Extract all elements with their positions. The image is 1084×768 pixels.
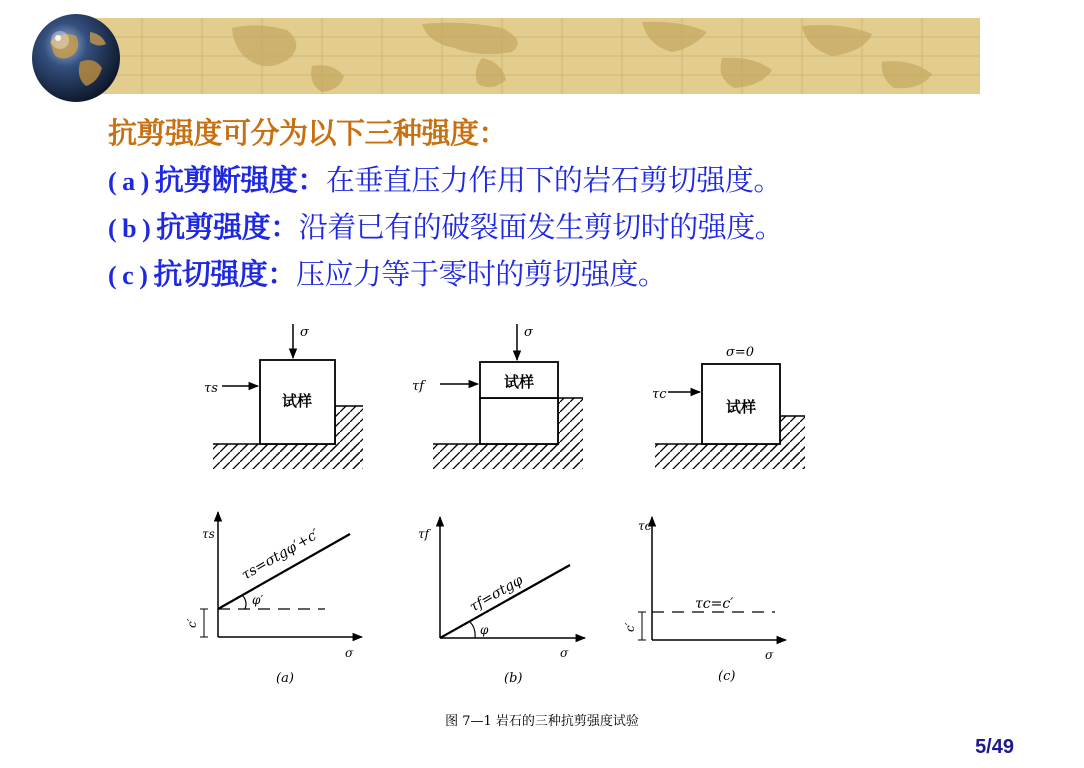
- formula-c: τc=c′: [695, 596, 734, 612]
- slide-heading: 抗剪强度可分为以下三种强度：: [108, 116, 508, 150]
- tau-f-label: τf: [412, 379, 425, 394]
- graph-c: [623, 517, 786, 684]
- header-banner: [82, 18, 980, 94]
- tau-s-axis-label: τs: [202, 527, 215, 541]
- tau-s-label: τs: [204, 381, 218, 396]
- specimen-diagram-a: [204, 324, 363, 469]
- sigma-zero-label: σ=0: [725, 345, 755, 360]
- tau-c-label: τc: [652, 387, 667, 402]
- sigma-axis-label: σ: [560, 646, 569, 660]
- sigma-axis-label: σ: [765, 648, 774, 662]
- sigma-label: σ: [300, 325, 309, 340]
- item-c: [108, 251, 988, 298]
- formula-a: τs=σtgφ′+c′: [239, 526, 322, 584]
- specimen-diagram-b: [412, 324, 583, 469]
- panel-label-a: (a): [276, 671, 294, 686]
- item-prefix: ( b ): [108, 214, 157, 243]
- specimen-label: 试样: [503, 373, 535, 391]
- item-term: 抗剪强度：: [156, 210, 299, 244]
- sigma-label: σ: [524, 325, 533, 340]
- panel-label-c: (c): [718, 669, 736, 684]
- phi-prime-label: φ′: [252, 593, 264, 607]
- item-prefix: ( c ): [108, 261, 154, 290]
- specimen-label: 试样: [725, 398, 757, 416]
- specimen-diagram-c: [652, 345, 805, 469]
- page-number: 5/49: [975, 736, 1014, 758]
- item-a: [108, 157, 988, 204]
- figure-caption: 图 7—1 岩石的三种抗剪强度试验: [445, 714, 639, 729]
- item-b: [108, 204, 988, 251]
- graph-b: [418, 517, 585, 686]
- tau-f-axis-label: τf: [418, 527, 430, 541]
- phi-label: φ: [480, 623, 489, 637]
- c-prime-label: c′: [185, 618, 199, 628]
- graph-a: [185, 512, 362, 686]
- formula-b: τf=σtgφ: [467, 572, 526, 616]
- panel-label-b: (b): [504, 671, 523, 686]
- slide-text: [108, 110, 988, 298]
- item-prefix: ( a ): [108, 167, 155, 196]
- shear-test-figure: [185, 312, 840, 697]
- world-map-graphic: [82, 18, 980, 94]
- c-prime-label: c′: [623, 622, 637, 632]
- specimen-label: 试样: [281, 392, 313, 410]
- item-text: 压应力等于零时的剪切强度。: [295, 257, 667, 291]
- tau-c-axis-label: τc: [638, 519, 652, 533]
- item-text: 在垂直压力作用下的岩石剪切强度。: [325, 163, 782, 197]
- item-term: 抗切强度：: [153, 257, 296, 291]
- item-term: 抗剪断强度：: [154, 163, 326, 197]
- item-text: 沿着已有的破裂面发生剪切时的强度。: [298, 210, 784, 244]
- sigma-axis-label: σ: [345, 646, 354, 660]
- globe-icon: [30, 12, 122, 104]
